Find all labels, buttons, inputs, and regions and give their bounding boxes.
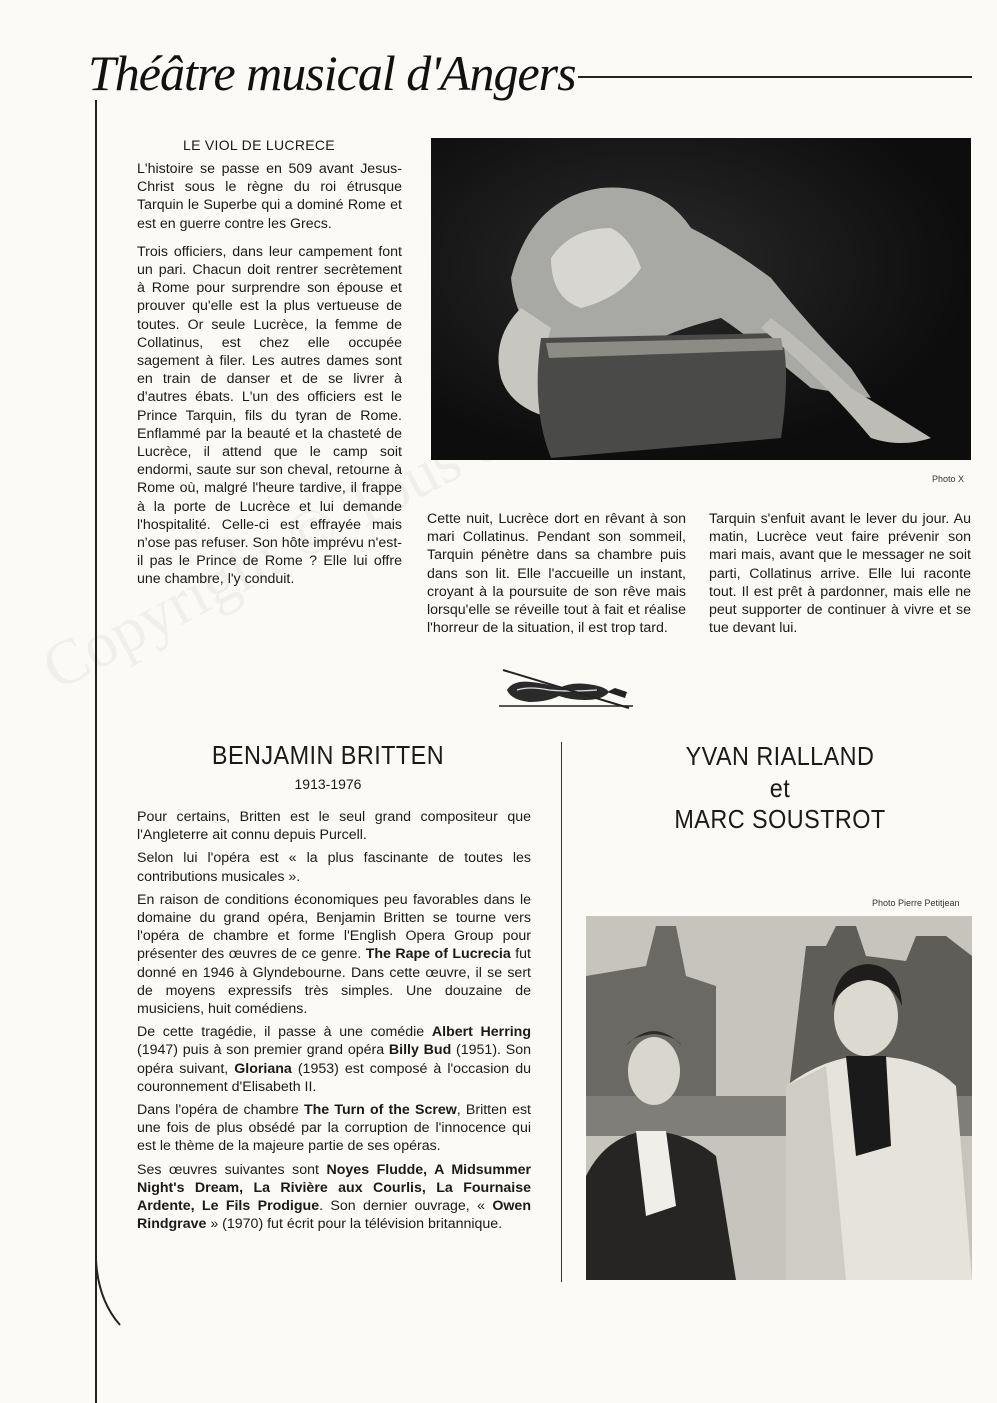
biography-text: . Son dernier ouvrage, «	[319, 1198, 493, 1215]
photo-credit: Photo X	[932, 474, 965, 484]
biography-paragraph	[137, 1161, 531, 1234]
page-title: Théâtre musical d'Angers	[88, 45, 576, 101]
work-title: Owen Rindgrave	[137, 1198, 531, 1233]
lucrece-photo-image	[431, 138, 971, 460]
work-title: Billy Bud	[388, 1042, 452, 1059]
work-title: Noyes Fludde, A Midsummer Night's Dream, La Rivière aux Courlis, La Fournaise Ardente, Le Fils Prodigue	[137, 1161, 531, 1215]
biography-text: Pour certains, Britten est le seul grand compositeur que l'Angleterre ait connu depuis Purcell.	[137, 809, 531, 844]
biography-text: (1951). Son opéra suivant,	[137, 1042, 532, 1077]
biography-text: Ses œuvres suivantes sont	[137, 1161, 327, 1178]
rialland-soustrot-photo	[586, 916, 972, 1280]
biography-paragraph	[137, 808, 531, 844]
biography-text: (1947) puis à son premier grand opéra	[137, 1042, 389, 1059]
biography-paragraph	[137, 1023, 531, 1096]
violin-icon	[499, 662, 634, 712]
story-paragraph: Trois officiers, dans leur campement font un pari. Chacun doit rentrer secrètement à Rome pour surprendre son épouse et prouver qu'elle est la plus vertueuse de toutes. Or seule Lucrèce, la femme de Collatinus, est chez elle occupée sagement à filer. Les autres dames sont en train de danser et de se livrer à d'autres ébats. L'un des officiers est le Prince Tarquin, fils du tyran de Rome. Enflammé par la beauté et la chasteté de Lucrèce, il attend que le camp soit endormi, saute sur son cheval, retourne à Rome où, malgré l'heure tardive, il frappe à la porte de Lucrèce et lui demande l'hospitalité. Celle-ci est effrayée mais n'ose pas refuser. Son hôte imprévu n'est-il pas le Prince de Rome ? Elle lui offre une chambre, l'y conduit.	[137, 243, 402, 588]
conjunction-et: et	[769, 773, 791, 803]
biography-text: Dans l'opéra de chambre	[137, 1102, 304, 1119]
photo-credit-portrait: Photo Pierre Petitjean	[872, 898, 960, 908]
biography-paragraph	[137, 849, 531, 885]
biography-text: En raison de conditions économiques peu favorables dans le domaine du grand opéra, Benjamin Britten se tourne vers l'opéra de chambre et forme l'English Opera Group pour présenter des œuvres de ce genre.	[137, 891, 531, 963]
biography-text: fut donné en 1946 à Glyndebourne. Dans cette œuvre, il se sert de moyens expressifs très simples. Une douzaine de musiciens, huit comédiens.	[137, 946, 531, 1018]
biography-paragraph	[137, 891, 531, 1018]
soustrot-name: MARC SOUSTROT	[674, 804, 886, 834]
britten-years: 1913-1976	[294, 776, 362, 792]
work-title: Gloriana	[234, 1060, 292, 1077]
work-title: The Rape of Lucrecia	[365, 946, 511, 963]
story-paragraph: L'histoire se passe en 509 avant Jesus-Christ sous le règne du roi étrusque Tarquin le Superbe qui a dominé Rome et est en guerre contre les Grecs.	[137, 161, 402, 232]
britten-name: BENJAMIN BRITTEN	[211, 740, 445, 770]
portrait-photo-image	[586, 916, 972, 1280]
lucrece-photo	[431, 138, 971, 460]
biography-text: » (1970) fut écrit pour la télévision britannique.	[206, 1216, 503, 1233]
work-title: The Turn of the Screw	[303, 1102, 457, 1119]
story-column-2: Cette nuit, Lucrèce dort en rêvant à son mari Collatinus. Pendant son sommeil, Tarquin pénètre dans sa chambre puis dans son lit. Elle l'accueille un instant, croyant à la poursuite de son rêve mais lorsqu'elle se réveille tout à fait et réalise l'horreur de la situation, il est trop tard.	[427, 511, 686, 637]
story-column-1	[137, 160, 402, 599]
work-title: Albert Herring	[431, 1024, 531, 1041]
biography-text: (1953) est composé à l'occasion du couronnement d'Elisabeth II.	[137, 1060, 531, 1095]
rialland-name: YVAN RIALLAND	[685, 741, 875, 771]
story-column-3: Tarquin s'enfuit avant le lever du jour. Au matin, Lucrèce veut faire prévenir son mari mais, avant que le messager ne soit parti, Collatinus arrive. Elle lui raconte tout. Il est prêt à pardonner, mais elle ne peut supporter de continuer à vivre et se tue devant lui.	[709, 511, 971, 637]
biography-text: , Britten est une fois de plus obsédé par la corruption de l'innocence qui est le thème de la majeure partie de ses opéras.	[137, 1102, 531, 1155]
britten-biography	[137, 808, 531, 1238]
biography-paragraph	[137, 1101, 531, 1156]
column-divider	[561, 742, 562, 1282]
section-title: LE VIOL DE LUCRECE	[183, 137, 335, 153]
biography-text: Selon lui l'opéra est « la plus fascinante de toutes les contributions musicales ».	[137, 850, 531, 885]
biography-text: De cette tragédie, il passe à une comédie	[137, 1024, 432, 1041]
